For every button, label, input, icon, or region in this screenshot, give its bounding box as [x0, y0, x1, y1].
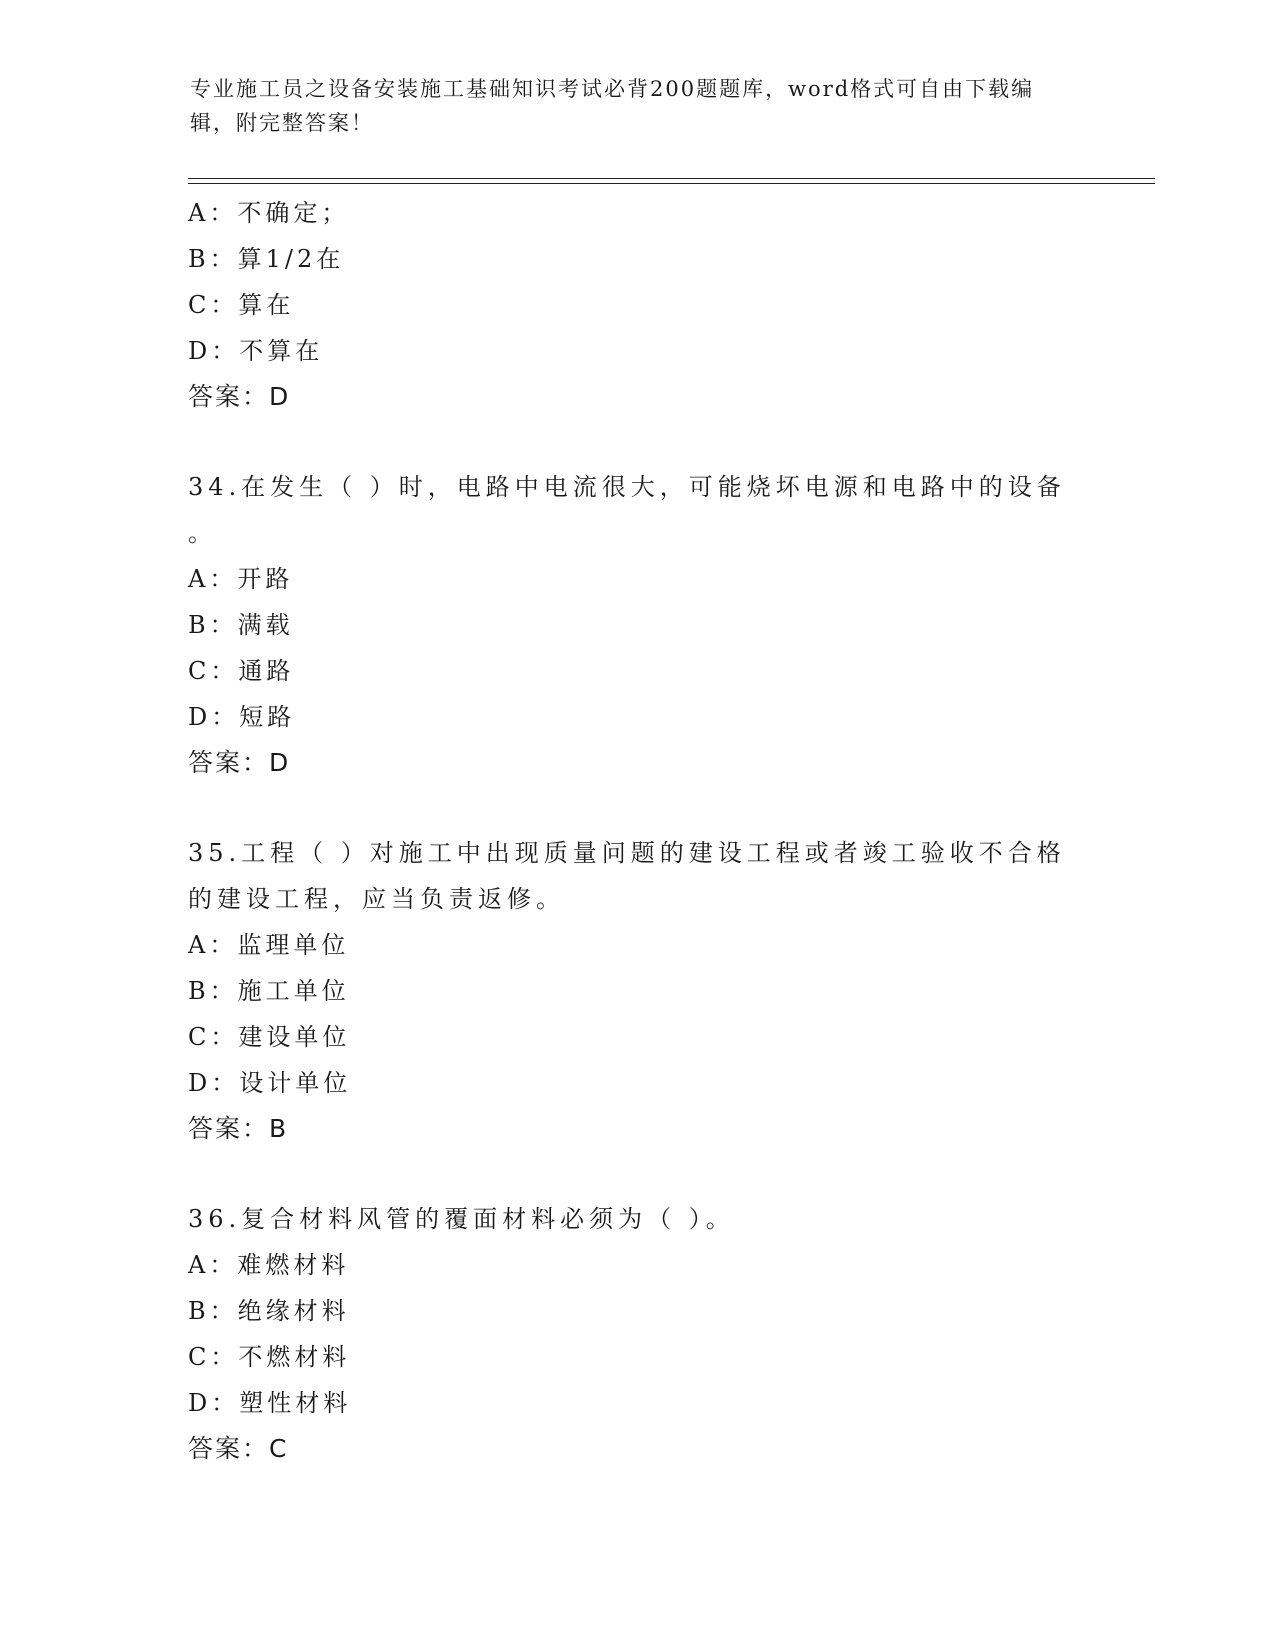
option-a: A：不确定；: [188, 199, 350, 227]
question-33-continued: [188, 190, 1088, 420]
option-b: B：满载: [188, 611, 294, 639]
answer-line: 答案：B: [188, 1114, 289, 1143]
option-a: A：开路: [188, 565, 294, 593]
header-divider-top: [188, 178, 1155, 179]
answer-line: 答案：D: [188, 748, 291, 777]
question-34: [188, 464, 1088, 786]
option-b: B：施工单位: [188, 977, 350, 1005]
option-c: C：建设单位: [188, 1023, 351, 1051]
option-b: B：算1/2在: [188, 245, 345, 273]
question-text: 36.复合材料风管的覆面材料必须为（ ）。: [188, 1205, 735, 1233]
question-content: [188, 190, 1088, 1472]
option-a: A：监理单位: [188, 931, 350, 959]
option-d: D：不算在: [188, 337, 324, 365]
option-a: A：难燃材料: [188, 1251, 350, 1279]
option-d: D：设计单位: [188, 1069, 352, 1097]
question-text: 34.在发生（ ）时，电路中电流很大，可能烧坏电源和电路中的设备 。: [188, 473, 1066, 547]
answer-line: 答案：D: [188, 382, 291, 411]
option-b: B：绝缘材料: [188, 1297, 350, 1325]
header-divider-bottom: [188, 183, 1155, 184]
answer-line: 答案：C: [188, 1434, 289, 1463]
option-d: D：塑性材料: [188, 1389, 352, 1417]
option-c: C：算在: [188, 291, 295, 319]
document-header: 专业施工员之设备安装施工基础知识考试必背200题题库，word格式可自由下载编辑，附完整答案！: [190, 77, 1035, 135]
option-c: C：通路: [188, 657, 295, 685]
question-35: [188, 830, 1088, 1152]
option-c: C：不燃材料: [188, 1343, 351, 1371]
option-d: D：短路: [188, 703, 296, 731]
question-36: [188, 1196, 1088, 1472]
question-text: 35.工程（ ）对施工中出现质量问题的建设工程或者竣工验收不合格的建设工程，应当负责返修。: [188, 839, 1066, 913]
